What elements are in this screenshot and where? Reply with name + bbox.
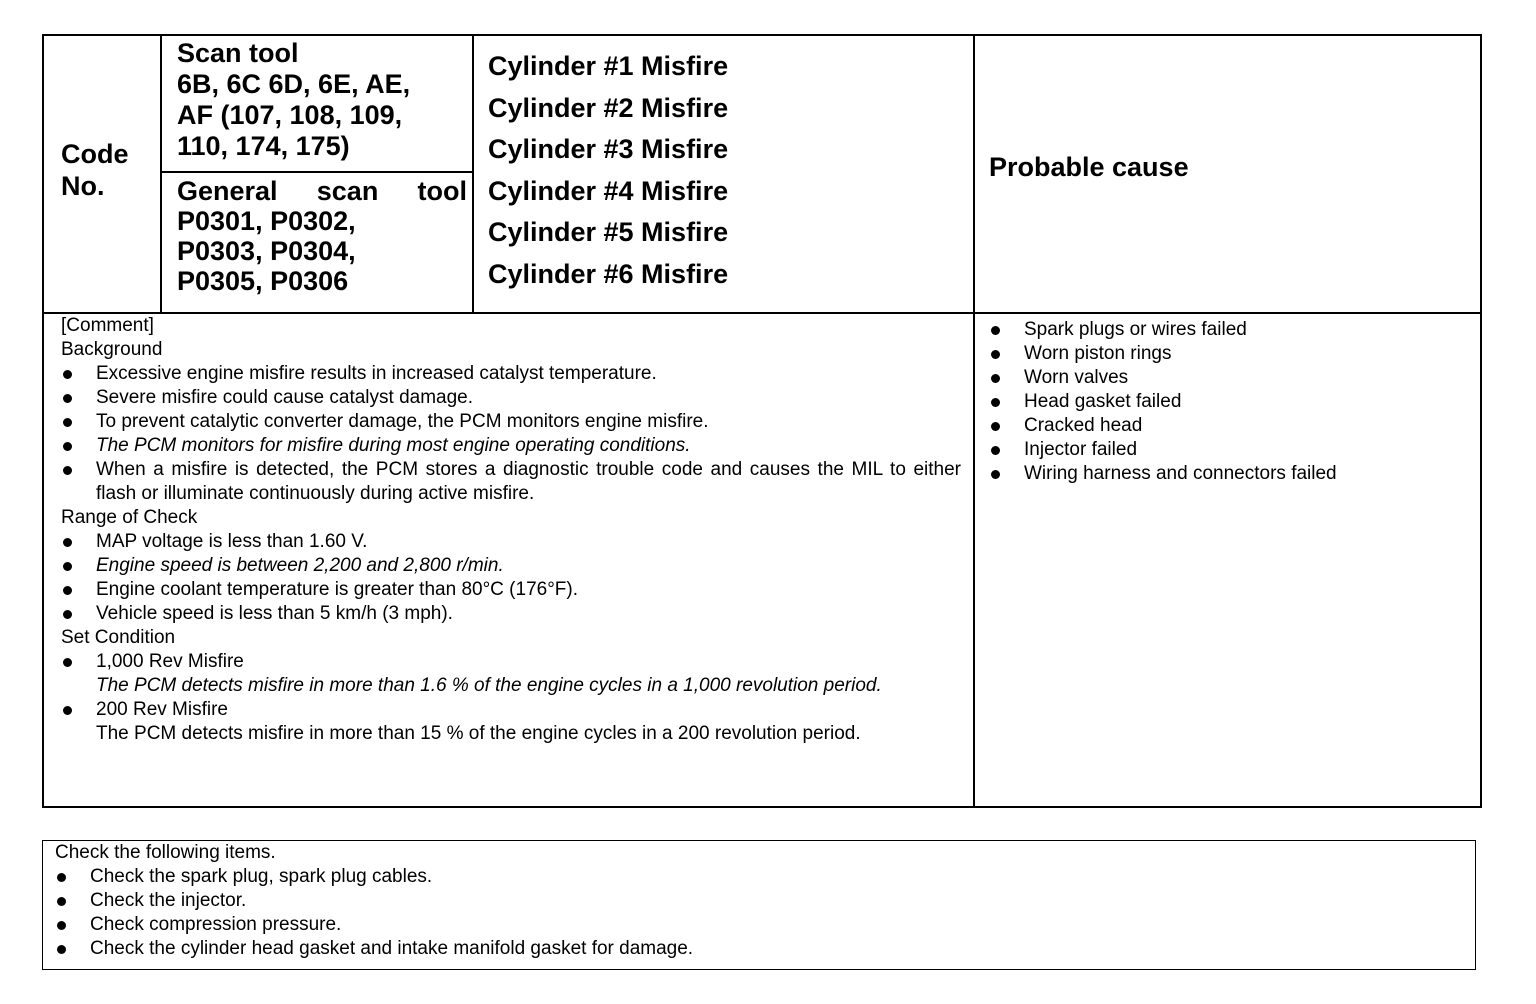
scan-tool-line-2: AF (107, 108, 109, (177, 100, 403, 130)
check-items-heading: Check the following items. (55, 842, 276, 863)
divider-scan-tool-split (160, 171, 474, 173)
range-item: MAP voltage is less than 1.60 V. (61, 530, 961, 554)
set-condition-item-title: 1,000 Rev Misfire (61, 650, 961, 674)
probable-cause-item: Worn piston rings (989, 342, 1469, 366)
diagnostic-table (42, 34, 1482, 808)
comment-label: [Comment] (61, 315, 154, 336)
check-items-list (55, 841, 1455, 961)
probable-cause-item: Injector failed (989, 438, 1469, 462)
divider-cause-column (973, 36, 975, 808)
cylinder-misfire-4: Cylinder #4 Misfire (488, 175, 729, 206)
general-scan-tool-codes (177, 176, 467, 296)
code-no-line-2: No. (61, 171, 105, 201)
probable-cause-item: Head gasket failed (989, 390, 1469, 414)
code-no-label (61, 138, 129, 202)
background-heading: Background (61, 339, 163, 360)
cylinder-misfire-6: Cylinder #6 Misfire (488, 258, 729, 289)
probable-cause-list (989, 318, 1469, 486)
probable-cause-item: Cracked head (989, 414, 1469, 438)
set-condition-heading: Set Condition (61, 627, 176, 648)
background-item: The PCM monitors for misfire during most engine operating conditions. (61, 434, 961, 458)
check-item: Check compression pressure. (55, 913, 1455, 937)
check-items-box (42, 840, 1476, 970)
scan-tool-line-1: 6B, 6C 6D, 6E, AE, (177, 69, 411, 99)
general-scan-tool-line-1: P0301, P0302, (177, 206, 356, 236)
background-item: Severe misfire could cause catalyst damage. (61, 386, 961, 410)
probable-cause-item: Worn valves (989, 366, 1469, 390)
scan-tool-title: Scan tool (177, 38, 299, 68)
general-scan-tool-title-word-1: General (177, 176, 278, 206)
code-no-line-1: Code (61, 139, 129, 169)
background-item: To prevent catalytic converter damage, the PCM monitors engine misfire. (61, 410, 961, 434)
cylinder-misfire-2: Cylinder #2 Misfire (488, 92, 729, 123)
comment-section (61, 314, 961, 746)
background-item: When a misfire is detected, the PCM stores a diagnostic trouble code and causes the MIL to either flash or illuminate continuously during active misfire. (61, 458, 961, 506)
divider-scan-column (472, 36, 474, 312)
set-condition-item-detail: The PCM detects misfire in more than 15 % of the engine cycles in a 200 revolution period. (96, 723, 861, 744)
cylinder-misfire-3: Cylinder #3 Misfire (488, 134, 729, 165)
cylinder-misfire-5: Cylinder #5 Misfire (488, 217, 729, 248)
scan-tool-line-3: 110, 174, 175) (177, 131, 350, 161)
general-scan-tool-title-word-3: tool (417, 176, 467, 206)
range-item: Engine speed is between 2,200 and 2,800 r/min. (61, 554, 961, 578)
check-item: Check the spark plug, spark plug cables. (55, 865, 1455, 889)
check-item: Check the cylinder head gasket and intake manifold gasket for damage. (55, 937, 1455, 961)
scan-tool-codes (177, 38, 467, 162)
check-item: Check the injector. (55, 889, 1455, 913)
range-item: Engine coolant temperature is greater than 80°C (176°F). (61, 578, 961, 602)
probable-cause-heading: Probable cause (989, 152, 1189, 182)
general-scan-tool-line-2: P0303, P0304, (177, 236, 356, 266)
background-item: Excessive engine misfire results in increased catalyst temperature. (61, 362, 961, 386)
general-scan-tool-line-3: P0305, P0306 (177, 266, 349, 296)
cylinder-misfire-1: Cylinder #1 Misfire (488, 51, 729, 81)
range-of-check-heading: Range of Check (61, 507, 198, 528)
set-condition-item-detail: The PCM detects misfire in more than 1.6 % of the engine cycles in a 1,000 revolution period. (96, 675, 882, 696)
cylinder-misfire-list (488, 46, 728, 296)
set-condition-item-title: 200 Rev Misfire (61, 698, 961, 722)
probable-cause-item: Spark plugs or wires failed (989, 318, 1469, 342)
range-item: Vehicle speed is less than 5 km/h (3 mph). (61, 602, 961, 626)
probable-cause-item: Wiring harness and connectors failed (989, 462, 1469, 486)
divider-code-column (160, 36, 162, 312)
general-scan-tool-title (177, 176, 467, 206)
general-scan-tool-title-word-2: scan (316, 176, 379, 206)
